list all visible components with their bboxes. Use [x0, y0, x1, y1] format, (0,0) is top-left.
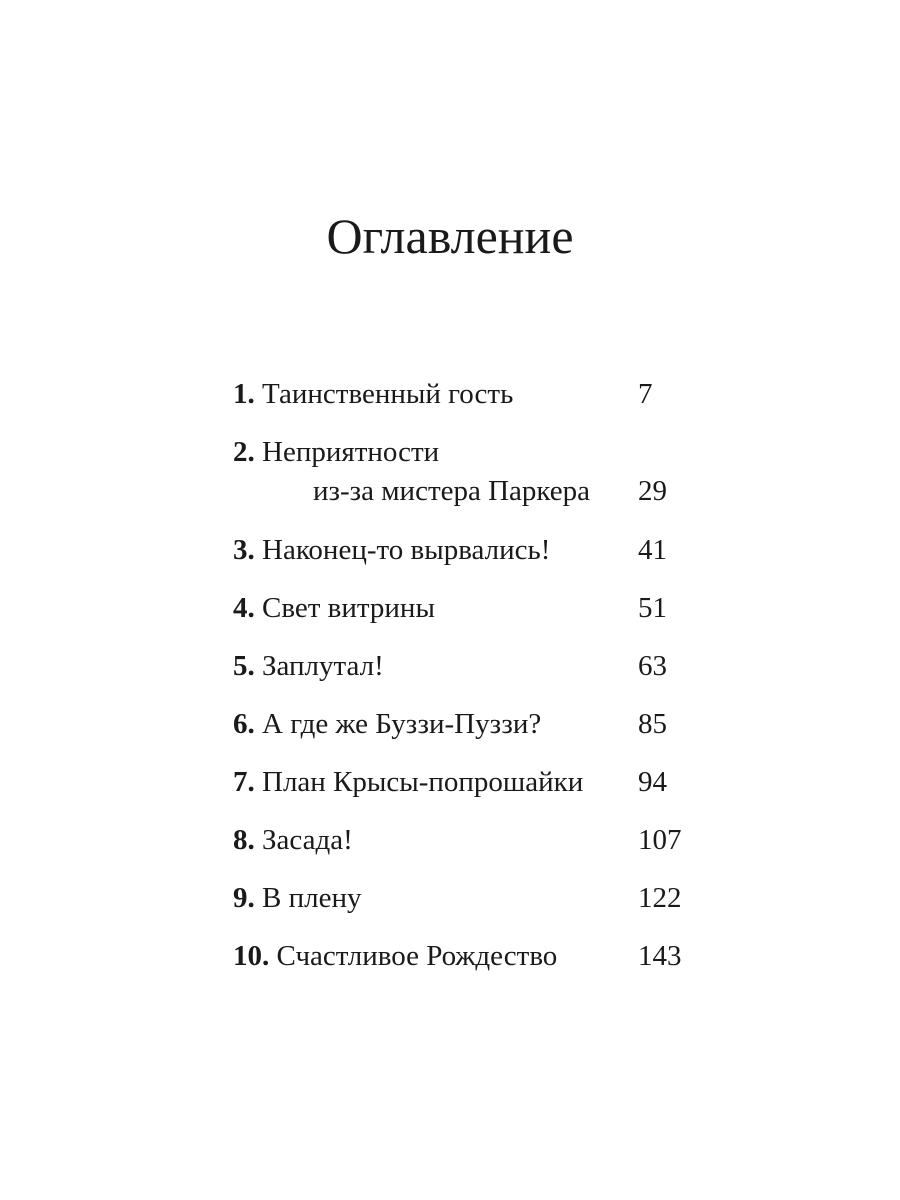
chapter-title-continuation: из-за мистера Паркера [313, 475, 591, 507]
page-title: Оглавление [326, 208, 574, 264]
toc-entry-3 [233, 532, 693, 568]
chapter-number: 8. [233, 824, 255, 856]
toc-entry-2 [233, 434, 693, 507]
chapter-title: Заплутал! [262, 650, 384, 682]
chapter-number: 3. [233, 534, 255, 566]
chapter-title: Счастливое Рождество [276, 940, 558, 972]
toc-entry-10 [233, 938, 693, 974]
toc-entry-7 [233, 764, 693, 800]
chapter-page: 85 [638, 708, 667, 740]
toc-entry-5 [233, 648, 693, 684]
toc-entry-6 [233, 706, 693, 742]
chapter-page: 29 [638, 475, 667, 507]
chapter-number: 7. [233, 766, 255, 798]
chapter-number: 4. [233, 592, 255, 624]
chapter-page: 51 [638, 592, 667, 624]
chapter-title: Засада! [262, 824, 353, 856]
chapter-title: План Крысы-попрошайки [262, 766, 584, 798]
toc-entry-8 [233, 822, 693, 858]
chapter-page: 143 [638, 940, 682, 972]
chapter-title: Свет витрины [262, 592, 435, 624]
chapter-page: 122 [638, 882, 682, 914]
chapter-title: Наконец-то вырвались! [262, 534, 551, 566]
chapter-title: Таинственный гость [262, 378, 514, 410]
chapter-number: 5. [233, 650, 255, 682]
chapter-page: 7 [638, 378, 653, 410]
chapter-title: Неприятности [262, 436, 440, 468]
chapter-number: 9. [233, 882, 255, 914]
chapter-title: В плену [262, 882, 362, 914]
toc-entry-9 [233, 880, 693, 916]
toc-entry-1 [233, 376, 693, 412]
chapter-page: 63 [638, 650, 667, 682]
toc-entry-4 [233, 590, 693, 626]
chapter-number: 10. [233, 940, 270, 972]
chapter-title: А где же Буззи-Пуззи? [262, 708, 542, 740]
chapter-page: 107 [638, 824, 682, 856]
chapter-number: 2. [233, 436, 255, 468]
chapter-number: 6. [233, 708, 255, 740]
chapter-page: 94 [638, 766, 667, 798]
chapter-page: 41 [638, 534, 667, 566]
chapter-number: 1. [233, 378, 255, 410]
